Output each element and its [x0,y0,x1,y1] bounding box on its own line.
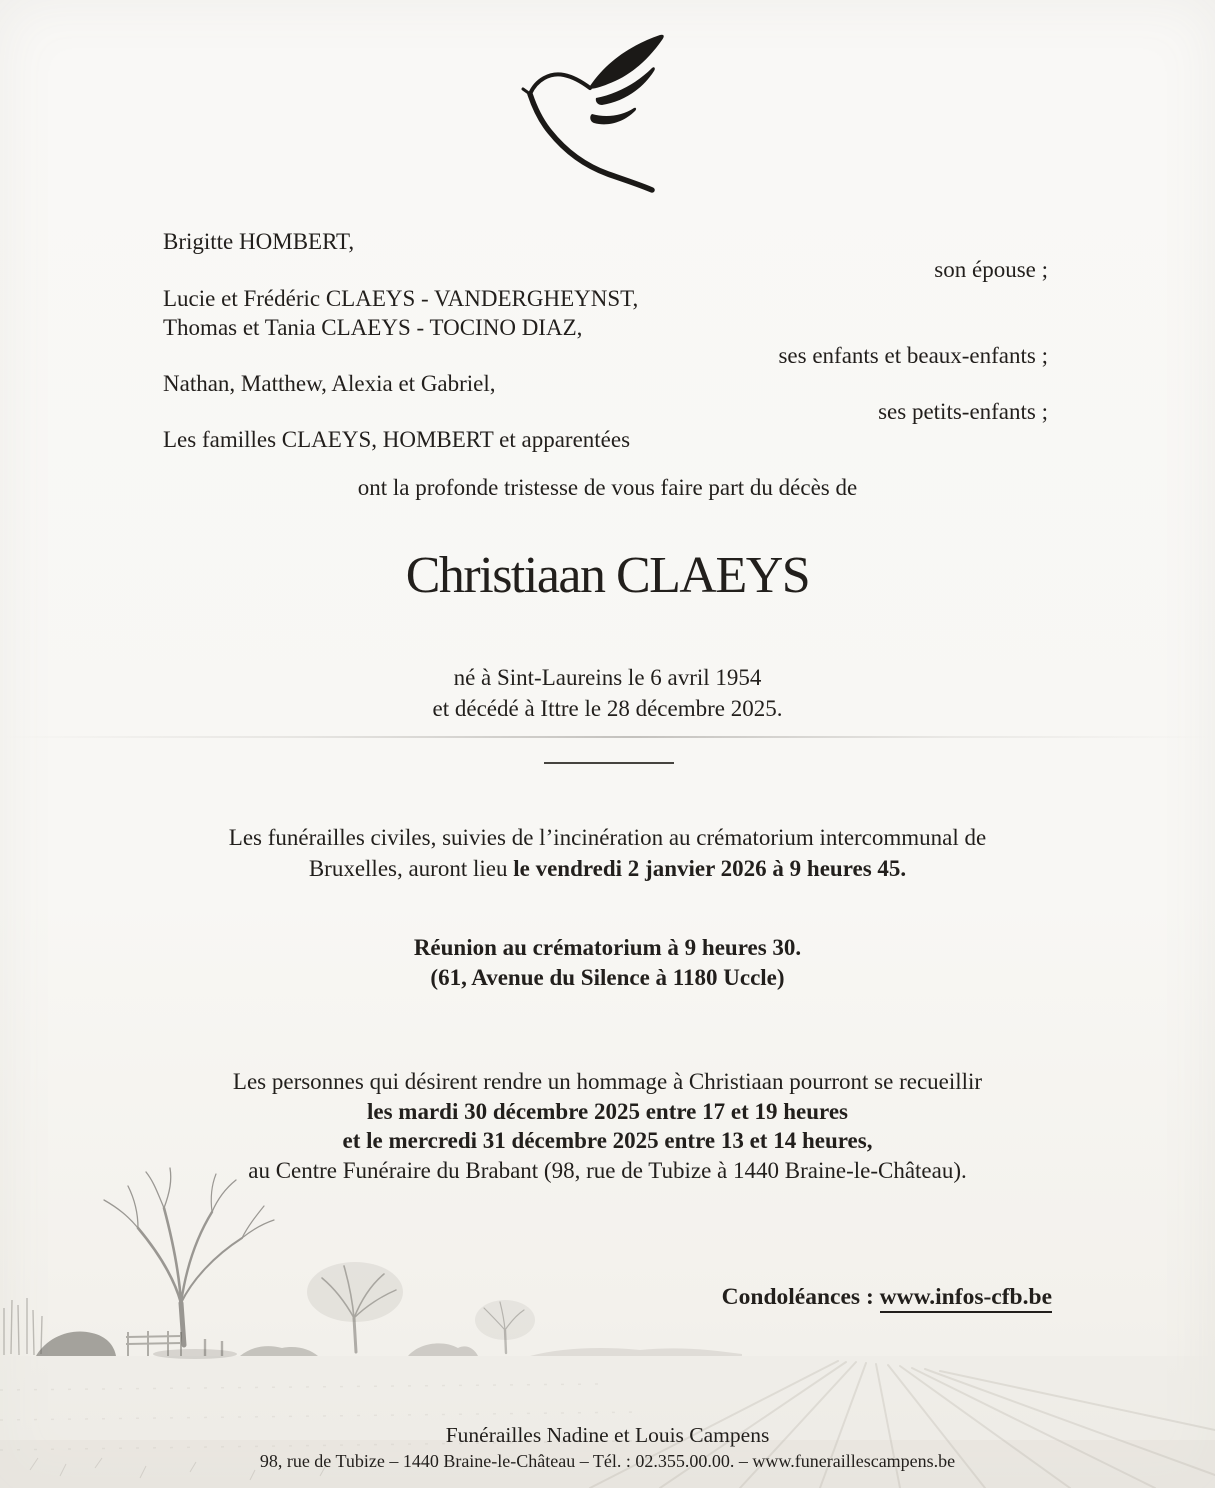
condolences-url: www.infos-cfb.be [880,1284,1052,1313]
meeting-block [0,933,1215,993]
mourner-names-line: Les familles CLAEYS, HOMBERT et apparentées [163,427,631,452]
tribute-block [0,1067,1215,1185]
funeral-home-address: 98, rue de Tubize – 1440 Braine-le-Château – Tél. : 02.355.00.00. – www.funeraillescampens.be [259,1451,956,1471]
tribute-line1: Les personnes qui désirent rendre un hommage à Christiaan pourront se recueillir [232,1069,983,1094]
birth-death-block [0,662,1215,724]
tribute-line4: au Centre Funéraire du Brabant (98, rue de Tubize à 1440 Braine-le-Château). [248,1157,967,1183]
funeral-line2 [0,853,1215,884]
funeral-line2-regular: Bruxelles, auront lieu [308,856,514,881]
relation-label: ses petits-enfants ; [878,399,1048,424]
mourner-names-line: Brigitte HOMBERT, [163,229,355,254]
condolences-line [722,1284,1052,1311]
condolences-label: Condoléances : [721,1284,880,1310]
tribute-line2: les mardi 30 décembre 2025 entre 17 et 19 heures [367,1098,848,1124]
funeral-line2-bold: le vendredi 2 janvier 2026 à 9 heures 45. [513,856,907,881]
relation-label: son épouse ; [934,257,1048,282]
mourner-names-line: Lucie et Frédéric CLAEYS - VANDERGHEYNST, [163,286,639,311]
announcement-intro: ont la profonde tristesse de vous faire part du décès de [357,475,858,500]
death-line: et décédé à Ittre le 28 décembre 2025. [432,696,783,721]
funeral-line1: Les funérailles civiles, suivies de l’incinération au crématorium intercommunal de [228,825,987,850]
meeting-line1: Réunion au crématorium à 9 heures 30. [413,935,802,960]
divider-rule [544,762,674,764]
mourner-names-line: Nathan, Matthew, Alexia et Gabriel, [163,371,496,396]
funeral-paragraph [0,822,1215,884]
funeral-home-name: Funérailles Nadine et Louis Campens [445,1423,770,1447]
deceased-name: Christiaan CLAEYS [405,547,810,604]
relation-label: ses enfants et beaux-enfants ; [778,343,1048,368]
meeting-line2: (61, Avenue du Silence à 1180 Uccle) [430,965,785,990]
dove-icon [520,32,670,194]
tribute-line3: et le mercredi 31 décembre 2025 entre 13 et 14 heures, [342,1128,873,1153]
mourner-names-line: Thomas et Tania CLAEYS - TOCINO DIAZ, [163,315,583,340]
scan-crease-line [0,736,1215,738]
birth-line: né à Sint-Laureins le 6 avril 1954 [453,665,762,690]
